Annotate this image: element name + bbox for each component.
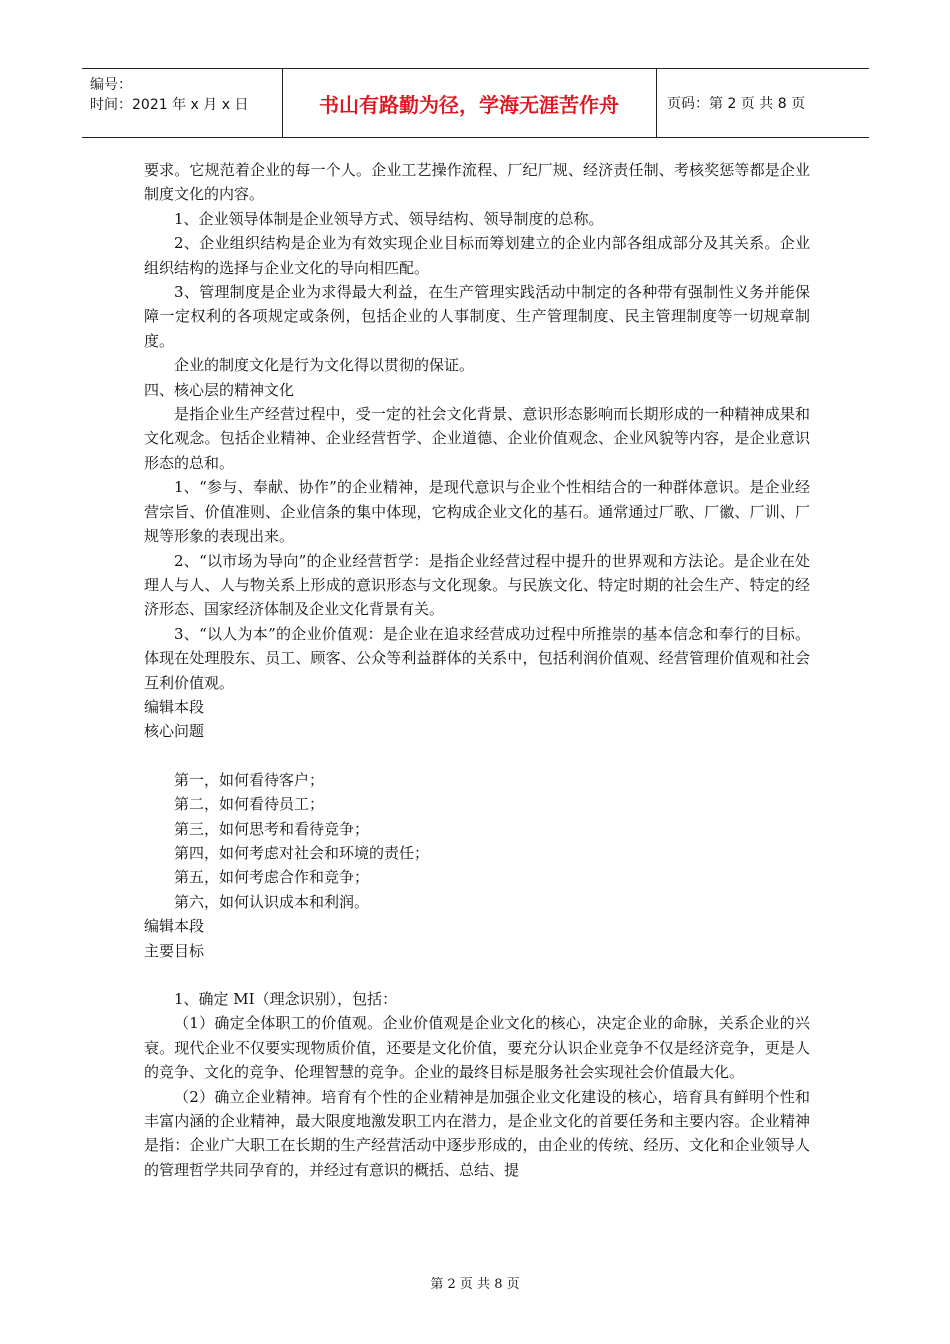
paragraph: （1）确定全体职工的价值观。企业价值观是企业文化的核心，决定企业的命脉，关系企业的兴衰。现代企业不仅要实现物质价值，还要是文化价值，要充分认识企业竞争不仅是经济竞争，更是人的竞争、文化的竞争、伦理智慧的竞争。企业的最终目标是服务社会实现社会价值最大化。 (144, 1014, 810, 1082)
paragraph: 2、“以市场为导向”的企业经营哲学：是指企业经营过程中提升的世界观和方法论。是企业在处理人与人、人与物关系上形成的意识形态与文化现象。与民族文化、特定时期的社会生产、特定的经济形态、国家经济体制及企业文化背景有关。 (144, 551, 810, 619)
paragraph: 第三，如何思考和看待竞争； (174, 819, 370, 838)
page-header (82, 68, 869, 138)
header-meta-cell (82, 69, 283, 137)
document-time-label: 时间：2021 年 x 月 x 日 (90, 97, 249, 113)
page-footer: 第 2 页 共 8 页 (430, 1277, 520, 1292)
blank-line (144, 963, 810, 987)
paragraph: （2）确立企业精神。培育有个性的企业精神是加强企业文化建设的核心，培育具有鲜明个性和丰富内涵的企业精神，最大限度地激发职工内在潜力，是企业文化的首要任务和主要内容。企业精神是指：企业广大职工在长期的生产经营活动中逐步形成的，由企业的传统、经历、文化和企业领导人的管理哲学共同孕育的，并经过有意识的概括、总结、提 (144, 1087, 810, 1179)
document-body (144, 158, 810, 1182)
paragraph: 第一，如何看待客户； (174, 770, 325, 789)
paragraph: 3、管理制度是企业为求得最大利益，在生产管理实践活动中制定的各种带有强制性义务并能保障一定权利的各项规定或条例，包括企业的人事制度、生产管理制度、民主管理制度等一切规章制度。 (144, 283, 810, 350)
paragraph: 1、“参与、奉献、协作”的企业精神，是现代意识与企业个性相结合的一种群体意识。是企业经营宗旨、价值准则、企业信条的集中体现，它构成企业文化的基石。通常通过厂歌、厂徽、厂训、厂规等形象的表现出来。 (144, 478, 810, 546)
paragraph: 四、核心层的精神文化 (144, 380, 295, 399)
header-motto: 书山有路勤为径，学海无涯苦作舟 (282, 69, 657, 137)
paragraph: 1、确定 MI（理念识别），包括： (174, 990, 398, 1008)
paragraph: 第五，如何考虑合作和竞争； (174, 868, 370, 887)
blank-line (144, 744, 810, 768)
paragraph: 编辑本段 (144, 697, 205, 716)
paragraph: 企业的制度文化是行为文化得以贯彻的保证。 (174, 356, 475, 375)
paragraph: 要求。它规范着企业的每一个人。企业工艺操作流程、厂纪厂规、经济责任制、考核奖惩等都是企业制度文化的内容。 (144, 161, 810, 204)
paragraph: 第二，如何看待员工； (174, 795, 325, 814)
paragraph: 第六，如何认识成本和利润。 (174, 892, 370, 911)
paragraph: 是指企业生产经营过程中，受一定的社会文化背景、意识形态影响而长期形成的一种精神成果和文化观念。包括企业精神、企业经营哲学、企业道德、企业价值观念、企业风貌等内容，是企业意识形态的总和。 (144, 405, 810, 472)
paragraph: 2、企业组织结构是企业为有效实现企业目标而筹划建立的企业内部各组成部分及其关系。企业组织结构的选择与企业文化的导向相匹配。 (144, 234, 810, 277)
header-page-info: 页码：第 2 页 共 8 页 (667, 96, 806, 112)
paragraph: 编辑本段 (144, 917, 205, 936)
paragraph: 主要目标 (144, 941, 205, 960)
paragraph: 第四，如何考虑对社会和环境的责任； (174, 843, 430, 862)
document-number-label: 编号： (90, 77, 132, 93)
paragraph: 核心问题 (144, 722, 205, 741)
paragraph: 3、“以人为本”的企业价值观：是企业在追求经营成功过程中所推崇的基本信念和奉行的目标。体现在处理股东、员工、顾客、公众等利益群体的关系中，包括利润价值观、经营管理价值观和社会互利价值观。 (144, 624, 810, 692)
paragraph: 1、企业领导体制是企业领导方式、领导结构、领导制度的总称。 (174, 209, 604, 228)
